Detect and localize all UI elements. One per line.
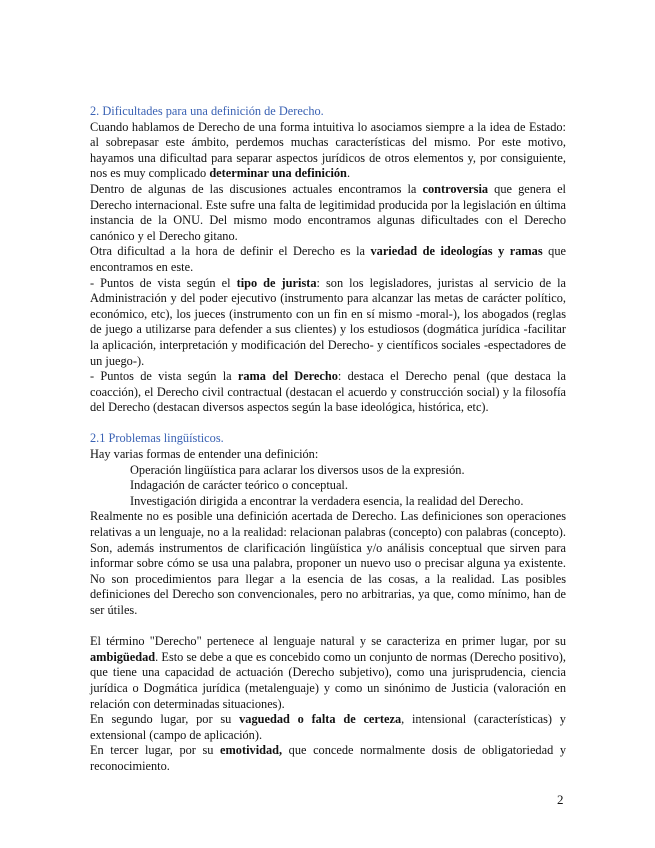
spacer xyxy=(90,416,566,432)
bold-term: ambigüedad xyxy=(90,649,156,664)
bold-term: emotividad, xyxy=(220,743,283,758)
text-run: . Esto se debe a que es concebido como un conjunto de normas (Derecho positivo), que tiene una capacidad de actuación (Derecho subjetivo), como una jurisprudencia, ciencia jurídica o Dogmática jurídica (metalenguaje) y como un sinónimo de Justicia (valoración en relación con determinadas situaciones). xyxy=(90,649,566,711)
list-item: Investigación dirigida a encontrar la verdadera esencia, la realidad del Derecho. xyxy=(130,493,524,508)
text-run: Cuando hablamos de Derecho de una forma intuitiva lo asociamos siempre a la idea de Estado: al sobrepasar este ámbito, perdemos muchas características del mismo. Por este motivo, hayamos una dificultad para separar aspectos jurídicos de otros elementos y, por consiguiente, nos es muy complicado xyxy=(90,119,566,181)
spacer xyxy=(90,619,566,635)
document-page xyxy=(90,104,566,775)
page-number: 2 xyxy=(557,792,564,807)
text-run: Dentro de algunas de las discusiones actuales encontramos la xyxy=(90,181,423,196)
paragraph-definitions: Realmente no es posible una definición acertada de Derecho. Las definiciones son operaciones relativas a un lenguaje, no a la realidad: relacionan palabras (concepto) con palabras (concepto). Son, además instrumentos de clarificación lingüística y/o análisis conceptual que sirven para informar sobre cómo se usa una palabra, proponer un nuevo uso o precisar alguna ya existente. No son procedimientos para llegar a la esencia de las cosas, a la realidad. Las posibles definiciones del Derecho son convencionales, pero no arbitrarias, ya que, como mínimo, han de ser útiles. xyxy=(90,509,566,617)
text-run: . xyxy=(346,166,351,181)
section-heading: 2. Dificultades para una definición de Derecho. xyxy=(90,104,324,118)
bold-term: determinar una definición xyxy=(209,166,347,181)
subsection-heading: 2.1 Problemas lingüísticos. xyxy=(90,431,224,446)
bold-term: rama del Derecho xyxy=(237,369,338,384)
text-run: - Puntos de vista según la xyxy=(90,369,238,384)
bold-term: tipo de jurista xyxy=(236,275,317,290)
bold-term: vaguedad o falta de certeza xyxy=(239,712,402,727)
list-item: Indagación de carácter teórico o conceptual. xyxy=(130,478,348,493)
text-run: : destaca el Derecho penal (que destaca la coacción), el Derecho civil contractual (destacan el acuerdo y construcción social) y la filosofía del Derecho (destacan diversos aspectos según la base ideológica, histórica, etc). xyxy=(90,369,566,415)
paragraph-jurist-type xyxy=(90,276,566,370)
text-run: - Puntos de vista según el xyxy=(90,275,237,290)
bold-term: variedad de ideologías y ramas xyxy=(370,244,543,259)
text-run: que genera el Derecho internacional. Este sufre una falta de legitimidad producida por la legislación en última instancia de la ONU. Del mismo modo encontramos algunas dificultades con el Derecho canónico y el Derecho gitano. xyxy=(90,181,566,243)
paragraph-ambiguity xyxy=(90,634,566,712)
paragraph-vagueness xyxy=(90,712,566,743)
text-run: que encontramos en este. xyxy=(90,244,566,274)
text-run: que concede normalmente dosis de obligatoriedad y reconocimiento. xyxy=(90,743,566,773)
text-run: El término "Derecho" pertenece al lenguaje natural y se caracteriza en primer lugar, por su xyxy=(90,634,566,649)
bold-term: controversia xyxy=(422,181,489,196)
text-run: , intensional (características) y extensional (campo de aplicación). xyxy=(90,712,566,742)
text-run: Otra dificultad a la hora de definir el Derecho es la xyxy=(90,244,371,259)
text-run: : son los legisladores, juristas al servicio de la Administración y del poder ejecutivo (instrumento para alcanzar las metas de carácter político, económico, etc), los jueces (instrumento con un fin en sí mismo -moral-), los abogados (reglas de juego a utilizarse para defender a sus clientes) y los estudiosos (dogmática jurídica -facilitar la aplicación, interpretación y modificación del Derecho- y científicos sociales -espectadores de un juego-). xyxy=(90,275,566,368)
paragraph-definition-forms: Hay varias formas de entender una definición: xyxy=(90,447,319,462)
text-run: En tercer lugar, por su xyxy=(90,743,221,758)
paragraph-emotivity xyxy=(90,743,566,774)
list-item: Operación lingüística para aclarar los diversos usos de la expresión. xyxy=(130,462,465,477)
paragraph-controversy xyxy=(90,182,566,244)
paragraph-law-branch xyxy=(90,369,566,416)
text-run: En segundo lugar, por su xyxy=(90,712,240,727)
paragraph-intro xyxy=(90,120,566,182)
paragraph-variety xyxy=(90,244,566,275)
